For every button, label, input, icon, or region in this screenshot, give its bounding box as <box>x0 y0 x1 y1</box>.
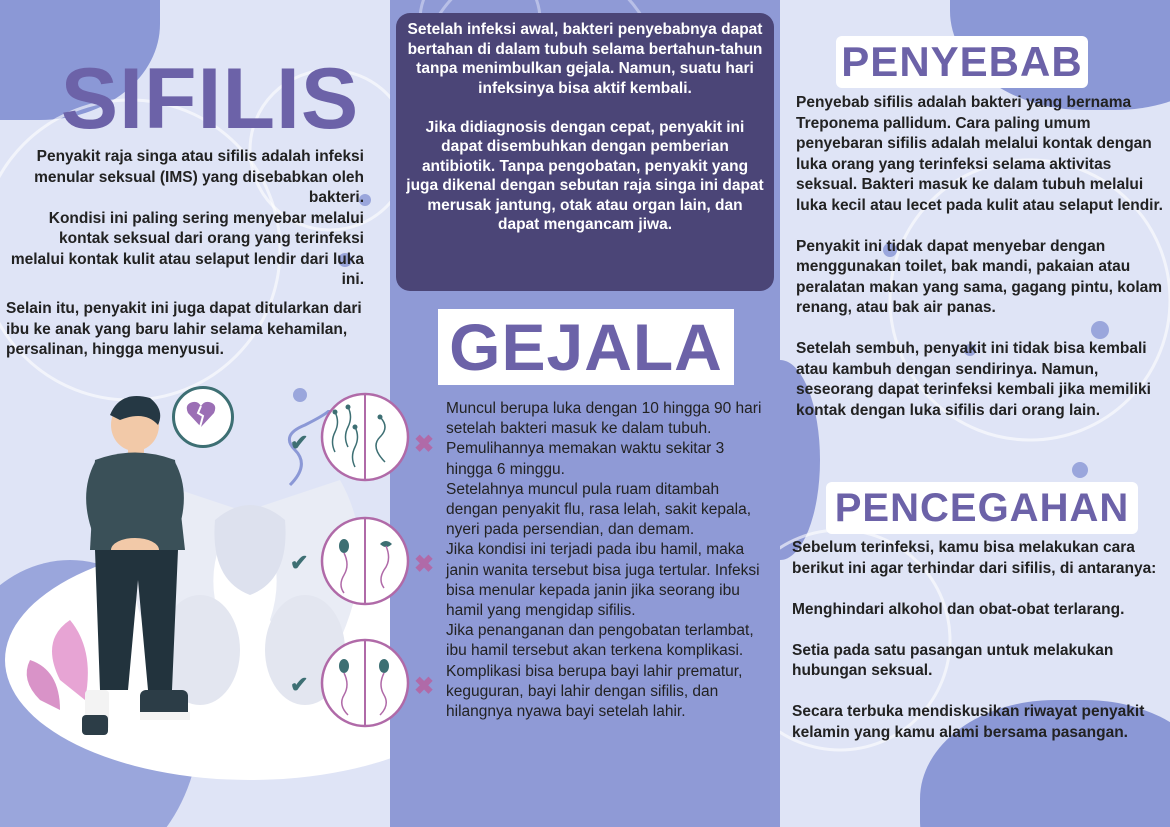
cause-paragraph: Penyebab sifilis adalah bakteri yang bernama Treponema pallidum. Cara paling umum penyebaran sifilis adalah melalui kontak dengan luka orang yang terinfeksi selama aktivitas seksual. Bakteri masuk ke dalam tubuh melalui luka kecil atau lecet pada kulit atau selaput lendir. <box>796 94 1163 214</box>
prevention-text <box>792 538 1162 743</box>
person-illustration <box>60 390 200 750</box>
sperm-circle-icon <box>320 638 410 728</box>
prevention-paragraph: Sebelum terinfeksi, kamu bisa melakukan cara berikut ini agar terhindar dari sifilis, di antaranya: <box>792 539 1157 577</box>
prevention-title: PENCEGAHAN <box>834 486 1130 530</box>
info-box <box>396 13 774 291</box>
check-icon: ✔ <box>290 672 309 697</box>
symptom-paragraph: Muncul berupa luka dengan 10 hingga 90 hari setelah bakteri masuk ke dalam tubuh. Pemulihannya memakan waktu sekitar 3 hingga 6 minggu. <box>446 400 762 478</box>
cross-icon: ✖ <box>414 551 435 578</box>
cross-icon: ✖ <box>414 431 435 458</box>
symptom-paragraph: Jika penanganan dan pengobatan terlambat, ibu hamil tersebut akan terkena komplikasi. Komplikasi bisa berupa bayi lahir prematur, keguguran, bayi lahir dengan sifilis, dan hilangnya nyawa bayi setelah lahir. <box>446 622 754 721</box>
symptoms-text <box>446 399 770 722</box>
bacteria-circle-icon <box>320 392 410 482</box>
intro-paragraph: Kondisi ini paling sering menyebar melalui kontak seksual dari orang yang terinfeksi melalui kontak kulit atau selaput lendir dari luka ini. <box>10 209 364 288</box>
info-paragraph: Jika didiagnosis dengan cepat, penyakit ini dapat disembuhkan dengan pemberian antibiotik. Tanpa pengobatan, penyakit yang juga dikenal dengan sebutan raja singa ini dapat merusak jantung, otak atau organ lain, dan dapat mengancam jiwa. <box>406 118 764 233</box>
prevention-paragraph: Menghindari alkohol dan obat-obat terlarang. <box>792 600 1125 618</box>
info-paragraph: Setelah infeksi awal, bakteri penyebabnya dapat bertahan di dalam tubuh selama bertahun-tahun tanpa menimbulkan gejala. Namun, suatu hari infeksinya bisa aktif kembali. <box>407 21 763 97</box>
cross-icon: ✖ <box>414 673 435 700</box>
check-icon: ✔ <box>290 550 309 575</box>
intro-paragraph: Penyakit raja singa atau sifilis adalah infeksi menular seksual (IMS) yang disebabkan oleh bakteri. <box>34 148 364 206</box>
intro-text <box>8 147 364 291</box>
cause-text <box>796 93 1166 421</box>
symptom-illustration-column <box>286 390 446 730</box>
symptom-paragraph: Setelahnya muncul pula ruam ditambah dengan penyakit flu, rasa lelah, sakit kepala, nyeri pada persendian, dan demam. <box>446 480 752 539</box>
symptom-paragraph: Jika kondisi ini terjadi pada ibu hamil, maka janin wanita tersebut bisa juga tertular. Infeksi bisa menular kepada janin jika seorang ibu hamil yang mengidap sifilis. <box>446 541 760 620</box>
broken-heart-icon <box>186 400 216 428</box>
prevention-paragraph: Secara terbuka mendiskusikan riwayat penyakit kelamin yang kamu alami bersama pasangan. <box>792 703 1145 741</box>
cause-paragraph: Setelah sembuh, penyakit ini tidak bisa kembali atau kambuh dengan sendirinya. Namun, seseorang dapat terinfeksi kembali jika memiliki kontak dengan luka sifilis dari orang lain. <box>796 340 1151 419</box>
cause-paragraph: Penyakit ini tidak dapat menyebar dengan menggunakan toilet, bak mandi, pakaian atau peralatan makan yang sama, gagang pintu, kolam renang, atau bak air panas. <box>796 237 1163 316</box>
check-icon: ✔ <box>290 430 309 455</box>
page-title: SIFILIS <box>60 51 360 147</box>
transmission-text: Selain itu, penyakit ini juga dapat ditularkan dari ibu ke anak yang baru lahir selama kehamilan, persalinan, hingga menyusui. <box>6 300 362 358</box>
prevention-paragraph: Setia pada satu pasangan untuk melakukan hubungan seksual. <box>792 641 1114 679</box>
symptoms-title: GEJALA <box>449 310 723 384</box>
cause-title: PENYEBAB <box>841 38 1083 85</box>
cell-circle-icon <box>320 516 410 606</box>
